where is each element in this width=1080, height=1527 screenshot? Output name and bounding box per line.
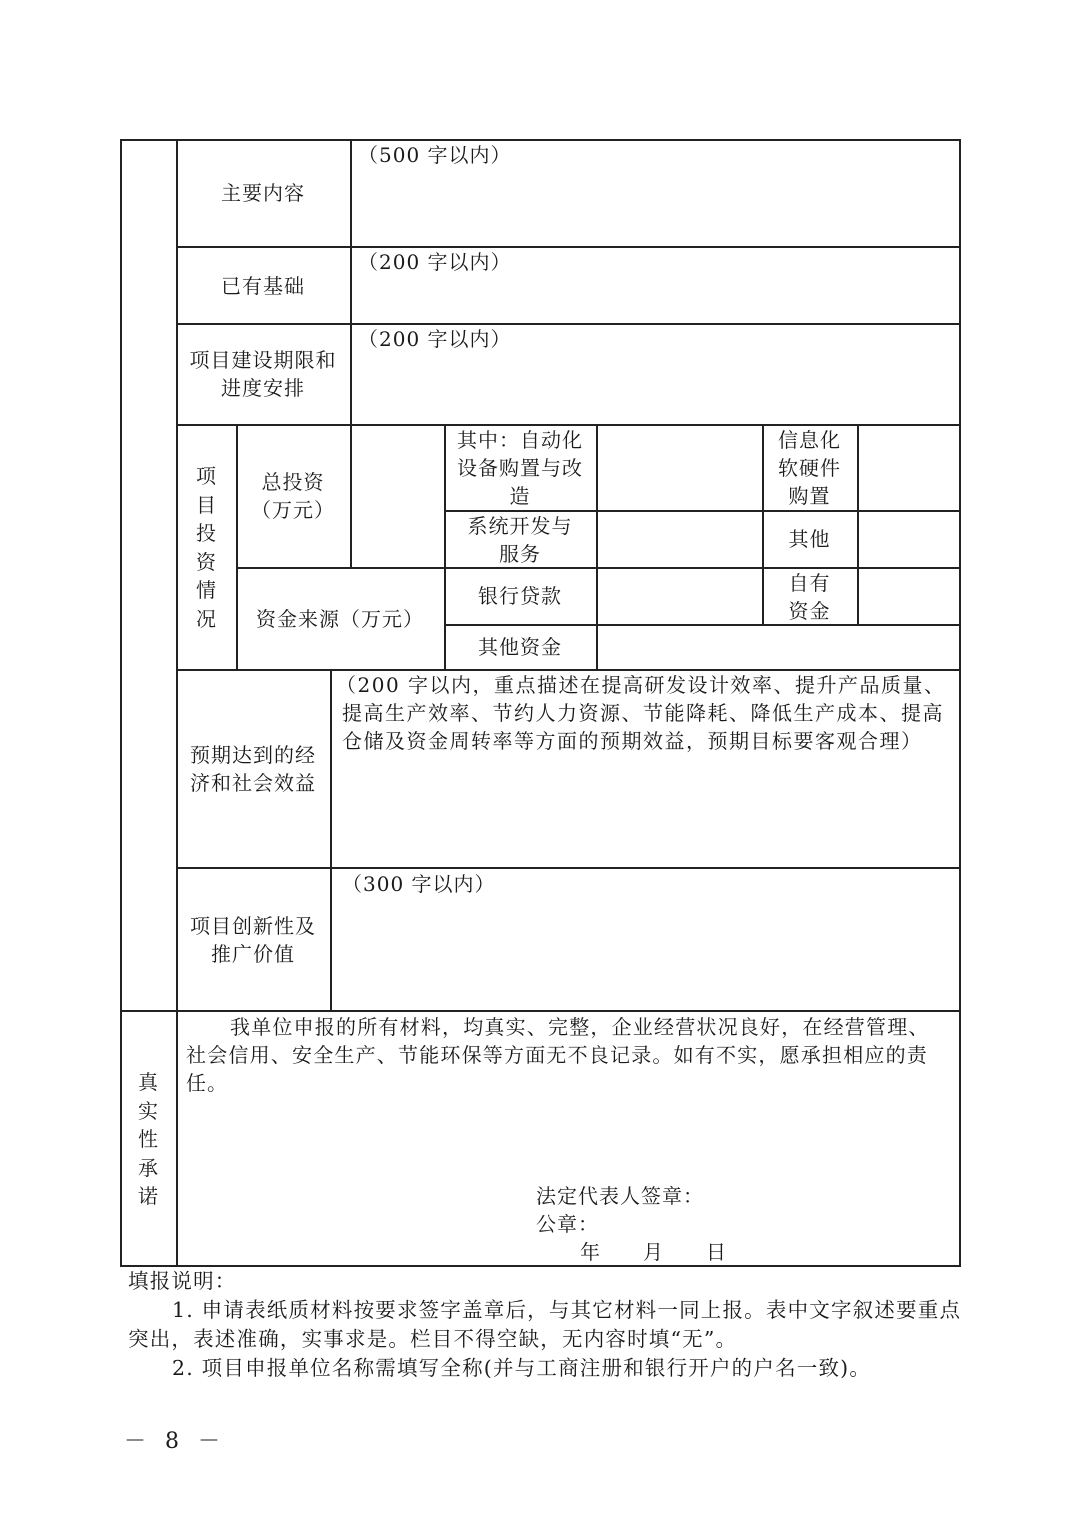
row-divider bbox=[120, 1010, 961, 1012]
official-seal-label: 公章： bbox=[536, 1212, 599, 1236]
notes-item-2: 2. 项目申报单位名称需填写全称(并与工商注册和银行开户的户名一致)。 bbox=[172, 1356, 872, 1380]
commitment-statement-1: 我单位申报的所有材料，均真实、完整，企业经营状况良好，在经营管理、 bbox=[230, 1015, 930, 1039]
notes-title: 填报说明： bbox=[128, 1269, 237, 1293]
table-border-right bbox=[959, 139, 961, 1266]
date-label: 年 月 日 bbox=[580, 1240, 727, 1264]
existing-basis-label: 已有基础 bbox=[221, 274, 305, 298]
expected-benefits-hint-2: 提高生产效率、节约人力资源、节能降耗、降低生产成本、提高 bbox=[342, 701, 944, 725]
table-border-bottom bbox=[120, 1265, 961, 1267]
total-investment-label-1: 总投资 bbox=[261, 470, 325, 494]
commitment-statement-3: 任。 bbox=[186, 1071, 228, 1095]
automation-label-2: 设备购置与改 bbox=[457, 456, 583, 480]
legal-rep-signature-label: 法定代表人签章： bbox=[536, 1184, 704, 1208]
expected-benefits-label-1: 预期达到的经 bbox=[190, 743, 316, 767]
system-dev-label-1: 系统开发与 bbox=[467, 514, 573, 538]
row-divider bbox=[176, 246, 961, 248]
construction-period-hint: （200 字以内） bbox=[358, 327, 512, 351]
other-label: 其他 bbox=[788, 527, 831, 551]
main-content-label: 主要内容 bbox=[221, 181, 305, 205]
invest-divider bbox=[857, 424, 859, 625]
notes-item-1-line-2: 突出，表述准确，实事求是。栏目不得空缺，无内容时填“无”。 bbox=[128, 1327, 738, 1351]
investment-section-label: 项目投资情况 bbox=[196, 464, 216, 631]
row-divider bbox=[176, 867, 961, 869]
innovation-hint: （300 字以内） bbox=[342, 872, 496, 896]
construction-period-label-2: 进度安排 bbox=[221, 376, 305, 400]
automation-label-3: 造 bbox=[509, 484, 531, 508]
invest-row-divider bbox=[444, 624, 961, 626]
main-content-hint: （500 字以内） bbox=[358, 143, 512, 167]
innovation-label-2: 推广价值 bbox=[211, 942, 295, 966]
notes-item-1-line-1: 1. 申请表纸质材料按要求签字盖章后，与其它材料一同上报。表中文字叙述要重点 bbox=[172, 1298, 962, 1322]
invest-divider bbox=[596, 424, 598, 670]
invest-divider bbox=[236, 424, 238, 670]
other-funds-label: 其他资金 bbox=[478, 635, 562, 659]
left-column-divider bbox=[176, 139, 178, 1266]
innovation-label-1: 项目创新性及 bbox=[190, 914, 316, 938]
expected-benefits-hint-1: （200 字以内，重点描述在提高研发设计效率、提升产品质量、 bbox=[336, 673, 946, 697]
automation-label-1: 其中：自动化 bbox=[457, 428, 583, 452]
commitment-statement-2: 社会信用、安全生产、节能环保等方面无不良记录。如有不实，愿承担相应的责 bbox=[186, 1043, 928, 1067]
expected-benefits-label-2: 济和社会效益 bbox=[190, 771, 316, 795]
info-hardware-label-1: 信息化 bbox=[778, 428, 841, 452]
own-funds-label-2: 资金 bbox=[788, 599, 831, 623]
page-number: － 8 － bbox=[124, 1429, 226, 1454]
invest-divider bbox=[350, 424, 352, 568]
authenticity-section-label: 真实性承诺 bbox=[138, 1070, 158, 1208]
bank-loan-label: 银行贷款 bbox=[478, 584, 562, 608]
info-hardware-label-2: 软硬件 bbox=[778, 456, 841, 480]
label-divider bbox=[350, 139, 352, 425]
table-border-top bbox=[120, 139, 961, 141]
funding-source-label: 资金来源（万元） bbox=[256, 607, 424, 631]
construction-period-label-1: 项目建设期限和 bbox=[189, 348, 337, 372]
row-divider bbox=[176, 323, 961, 325]
expected-benefits-hint-3: 仓储及资金周转率等方面的预期效益，预期目标要客观合理） bbox=[342, 729, 923, 753]
table-border-left bbox=[120, 139, 122, 1266]
system-dev-label-2: 服务 bbox=[499, 542, 541, 566]
existing-basis-hint: （200 字以内） bbox=[358, 250, 512, 274]
total-investment-label-2: （万元） bbox=[251, 498, 335, 522]
label-divider bbox=[330, 669, 332, 1011]
own-funds-label-1: 自有 bbox=[788, 571, 831, 595]
info-hardware-label-3: 购置 bbox=[788, 484, 831, 508]
